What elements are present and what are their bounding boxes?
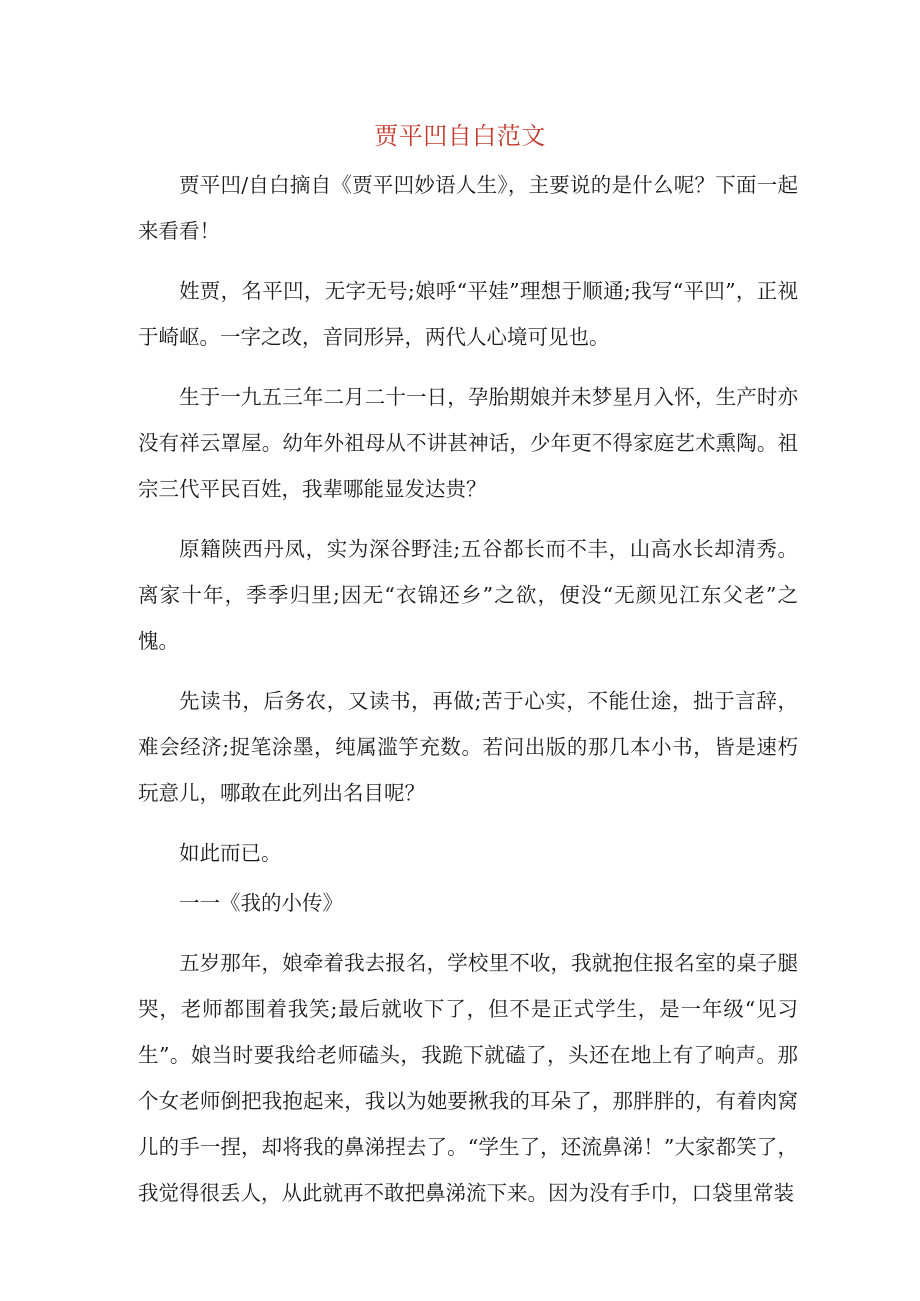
- paragraph-hometown: 原籍陕西丹凤，实为深谷野洼;五谷都长而不丰，山高水长却清秀。离家十年，季季归里;因无“衣锦还乡”之欲，便没“无颜见江东父老”之愧。: [138, 537, 798, 653]
- paragraph-birth: 生于一九五三年二月二十一日，孕胎期娘并未梦星月入怀，生产时亦没有祥云罩屋。幼年外祖母从不讲甚神话，少年更不得家庭艺术熏陶。祖宗三代平民百姓，我辈哪能显发达贵？: [138, 385, 798, 501]
- paragraph-intro: 贾平凹/自白摘自《贾平凹妙语人生》，主要说的是什么呢？下面一起来看看！: [138, 173, 798, 243]
- paragraph-career: 先读书，后务农，又读书，再做;苦于心实，不能仕途，拙于言辞，难会经济;捉笔涂墨，纯属滥竽充数。若问出版的那几本小书，皆是速朽玩意儿，哪敢在此列出名目呢？: [138, 689, 798, 805]
- paragraph-source: 一一《我的小传》: [179, 891, 343, 915]
- paragraph-closing: 如此而已。: [179, 841, 282, 865]
- document-title: 贾平凹自白范文: [374, 122, 546, 150]
- paragraph-name: 姓贾，名平凹，无字无号;娘呼“平娃”理想于顺通;我写“平凹”，正视于崎岖。一字之改，音同形异，两代人心境可见也。: [138, 279, 798, 349]
- paragraph-school: 五岁那年，娘牵着我去报名，学校里不收，我就抱住报名室的桌子腿哭，老师都围着我笑;最后就收下了，但不是正式学生，是一年级“见习生”。娘当时要我给老师磕头，我跪下就磕了，头还在地上有了响声。那个女老师倒把我抱起来，我以为她要揪我的耳朵了，那胖胖的，有着肉窝儿的手一捏，却将我的鼻涕捏去了。“学生了，还流鼻涕！”大家都笑了，我觉得很丢人，从此就再不敢把鼻涕流下来。因为没有手巾，口袋里常装: [138, 951, 798, 1205]
- document-body: [138, 162, 798, 1230]
